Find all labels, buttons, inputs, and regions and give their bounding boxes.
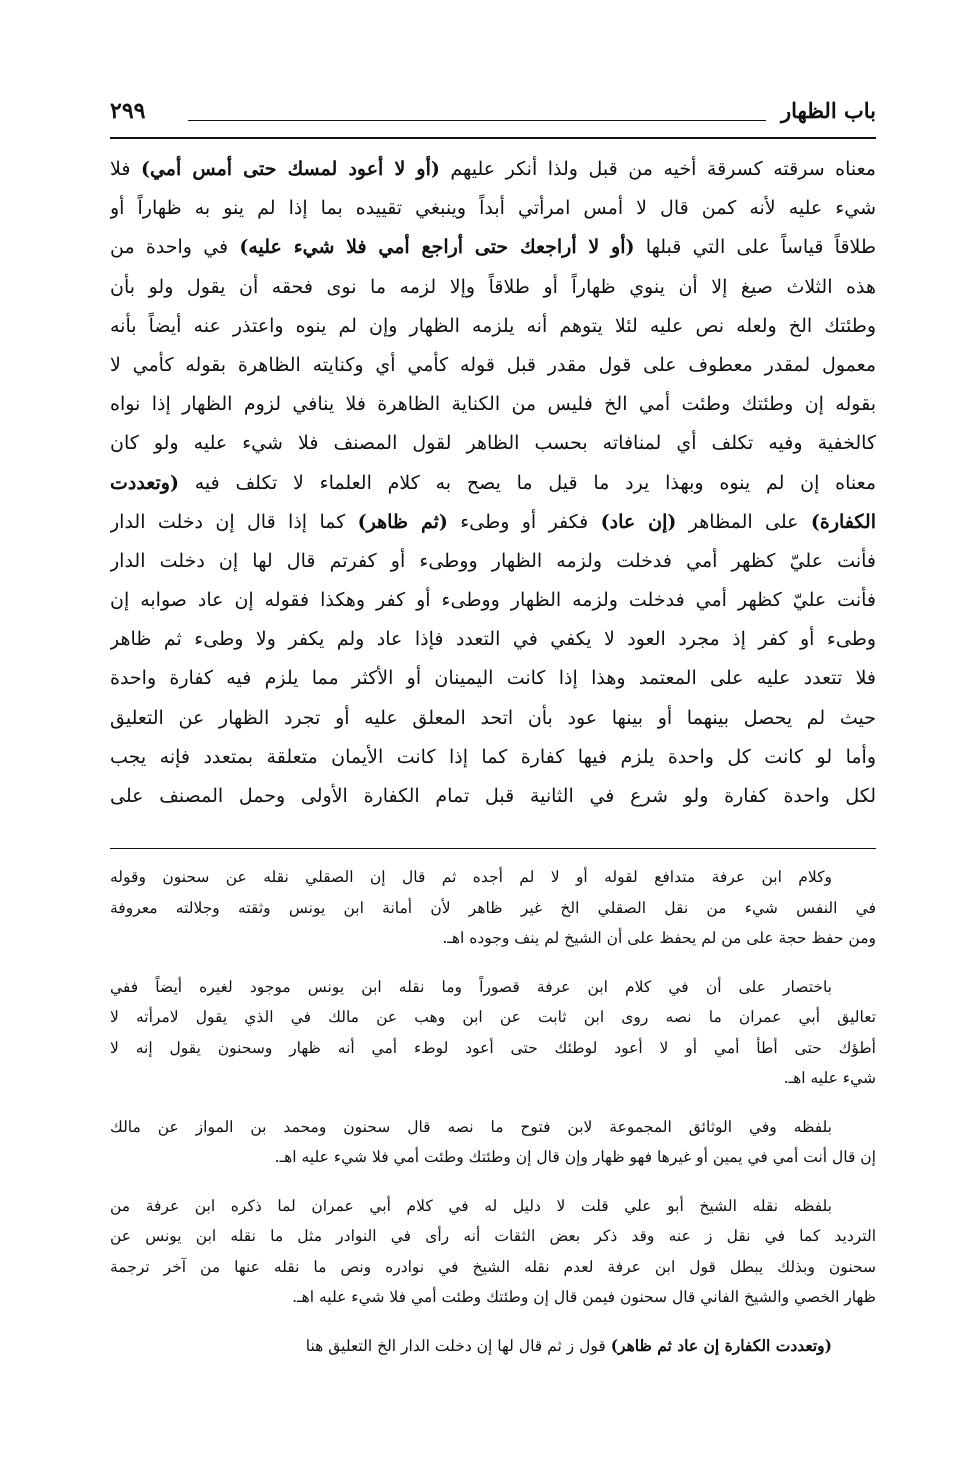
footnote-line: باختصار على أن في كلام ابن عرفة قصوراً وما نقله ابن يونس موجود لغيره أيضاً ففي: [110, 977, 832, 996]
text-line: لكل واحدة كفارة ولو شرع في الثانية قبل تمام الكفارة الأولى وحمل المصنف على: [110, 785, 876, 807]
footnotes: [110, 862, 876, 1379]
footnote-line: في النفس شيء من نقل الصقلي الخ غير ظاهر لأن أمانة ابن يونس وثقته وجلالته معروفة: [110, 898, 876, 917]
text-line: شيء عليه لأنه كمن قال لا أمس امرأتي أبداً وينبغي تقييده بما إذا لم ينو به ظهاراً أو: [110, 197, 876, 220]
text-line: فأنت عليّ كظهر أمي فدخلت ولزمه الظهار ووطىء أو كفر وهكذا فقوله إن عاد صوابه إن: [110, 589, 876, 612]
text-line: فأنت عليّ كظهر أمي فدخلت ولزمه الظهار ووطىء أو كفرتم قال لها إن دخلت الدار: [110, 549, 876, 572]
bold-matn-text: (أو لا أراجعك حتى أراجع أمي فلا شيء عليه): [239, 236, 635, 259]
text-line: كالخفية وفيه تكلف أي لمنافاته بحسب الظاهر لقول المصنف فلا شيء عليه ولو كان: [110, 432, 876, 455]
bold-matn-text: (ثم ظاهر): [357, 510, 448, 533]
bold-matn-text: (وتعددت الكفارة إن عاد ثم ظاهر): [610, 1335, 832, 1355]
footnote-line: ومن حفظ حجة على من لم يحفظ على أن الشيخ لم ينف وجوده اهـ.: [442, 929, 876, 947]
page-number: ٢٩٩: [110, 98, 146, 124]
footnote-line: وكلام ابن عرفة متدافع لقوله أو لا لم أجده ثم قال إن الصقلي نقله عن سحنون وقوله: [110, 868, 832, 886]
bold-matn-text: (وتعددت: [110, 471, 179, 494]
text-line: الكفارة) على المظاهر (إن عاد) فكفر أو وطىء (ثم ظاهر) كما إذا قال إن دخلت الدار: [110, 510, 876, 533]
footnote-line: الترديد كما في نقل ز عنه وقد ذكر بعض الثقات أنه رأى في النوادر مثل ما نقله ابن يونس عن: [110, 1227, 876, 1245]
main-text: [110, 150, 876, 816]
footnote-paragraph: [110, 1191, 876, 1313]
header-divider: [110, 137, 876, 139]
text-line: فلا تتعدد عليه على المعتمد وهذا إذا كانت اليمينان أو الأكثر مما يلزم فيه كفارة واحدة: [110, 667, 876, 690]
footnote-line: (وتعددت الكفارة إن عاد ثم ظاهر) قول ز ثم قال لها إن دخلت الدار الخ التعليق هنا: [305, 1335, 832, 1355]
footnote-paragraph: [110, 1112, 876, 1173]
footnote-line: أطؤك حتى أطأ أمي أو لا أعود لوطئك حتى أعود لوطء أمي أنه ظهار وسحنون يقول إنه لا: [110, 1038, 876, 1057]
footnote-line: بلفظه وفي الوثائق المجموعة لابن فتوح ما نصه قال سحنون ومحمد بن المواز عن مالك: [110, 1117, 832, 1136]
footnote-line: شيء عليه اهـ.: [783, 1069, 876, 1087]
text-line: وطئتك الخ ولعله نص عليه لئلا يتوهم أنه يلزمه الظهار وإن لم ينوه واعتذر عنه أيضاً بأنه: [110, 314, 876, 337]
footnote-line: إن قال أنت أمي في يمين أو غيرها فهو ظهار وإن قال إن وطئتك وطئت أمي فلا شيء عليه اهـ.: [274, 1148, 876, 1166]
text-line: حيث لم يحصل بينهما أو بينها عود بأن اتحد المعلق عليه أو تجرد الظهار عن التعليق: [110, 706, 876, 729]
text-line: هذه الثلاث صيغ إلا أن ينوي ظهاراً أو طلاقاً وإلا لزمه ما نوى فحقه أن يقول ولو بأن: [110, 275, 876, 298]
running-header: [110, 96, 876, 132]
text-line: معمول لمقدر معطوف على قول مقدر قبل قوله كأمي أي وكنايته الظاهرة بقوله كأمي لا: [110, 353, 876, 376]
bold-matn-text: (إن عاد): [600, 510, 677, 533]
text-line: معناه إن لم ينوه وبهذا يرد ما قيل ما يصح به كلام العلماء لا تكلف فيه (وتعددت: [110, 471, 876, 494]
text-line: طلاقاً قياساً على التي قبلها (أو لا أراجعك حتى أراجع أمي فلا شيء عليه) في واحدة من: [110, 236, 876, 259]
text-line: معناه سرقته كسرقة أخيه من قبل ولذا أنكر عليهم (أو لا أعود لمسك حتى أمس أمي) فلا: [110, 158, 876, 180]
footnote-line: ظهار الخصي والشيخ الفاني قال سحنون فيمن قال إن وطئتك وطئت أمي فلا شيء عليه اهـ.: [292, 1288, 876, 1306]
text-line: بقوله إن وطئتك وطئت أمي الخ فليس من الكناية الظاهرة فلا ينافي لزوم الظهار إذا نواه: [110, 393, 876, 416]
footnote-paragraph: [110, 1331, 876, 1362]
footnote-line: تعاليق أبي عمران ما نصه روى ابن ثابت عن ابن وهب عن مالك في الذي يقول لامرأته لا: [110, 1008, 876, 1026]
footnote-line: سحنون وبذلك يبطل قول ابن عرفة لعدم نقله الشيخ في نوادره ونص ما نقله عنها من آخر ترجمة: [110, 1257, 876, 1276]
bold-matn-text: الكفارة): [810, 510, 876, 533]
header-rule: [188, 120, 766, 121]
text-line: وطىء أو كفر إذ مجرد العود لا يكفي في التعدد فإذا عاد ولم يكفر ولا وطىء ثم ظاهر: [110, 628, 876, 651]
bold-matn-text: (أو لا أعود لمسك حتى أمس أمي): [140, 158, 440, 180]
footnote-paragraph: [110, 862, 876, 954]
chapter-title: باب الظهار: [780, 98, 876, 123]
footnote-paragraph: [110, 972, 876, 1094]
footnote-line: بلفظه نقله الشيخ أبو علي قلت لا دليل له في كلام أبي عمران لما ذكره ابن عرفة من: [110, 1196, 832, 1215]
text-line: وأما لو كانت كل واحدة يلزم فيها كفارة كما إذا كانت الأيمان متعلقة بمتعدد فإنه يجب: [110, 745, 876, 768]
footnote-divider: [110, 848, 876, 849]
